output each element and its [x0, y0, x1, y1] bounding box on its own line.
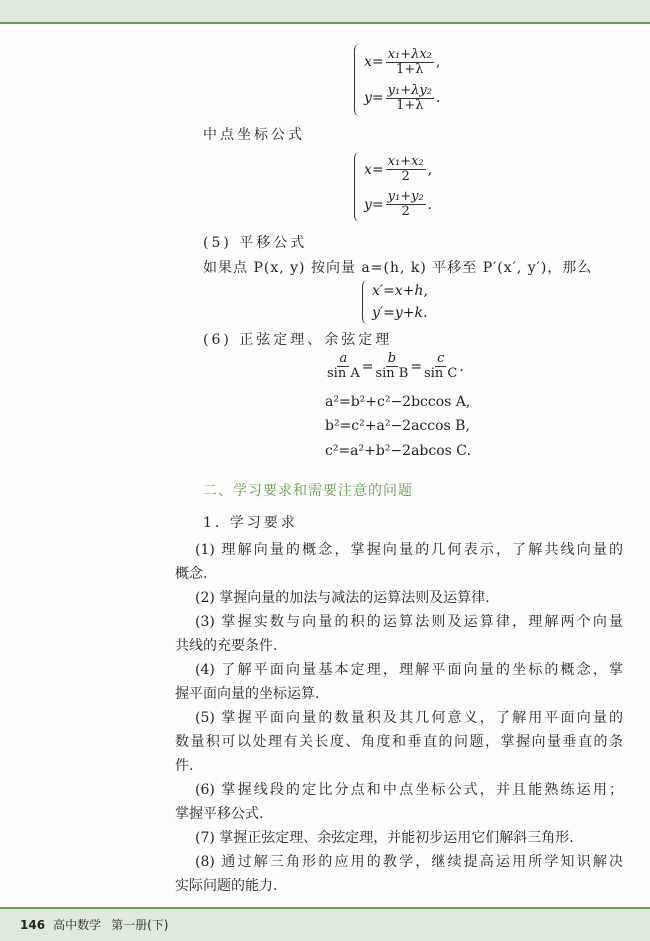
- translation-label: (5) 平移公式: [203, 235, 308, 251]
- volume: 第一册(下): [111, 918, 169, 932]
- law-label: (6) 正弦定理、余弦定理: [203, 332, 393, 348]
- punct: .: [435, 90, 441, 106]
- cosine-law-c: c²=a²+b²−2abcos C.: [325, 443, 471, 459]
- denominator: sin C: [424, 366, 458, 381]
- brace: [354, 44, 361, 116]
- punct: ,: [427, 161, 433, 178]
- subheading: 1. 学习要求: [203, 515, 298, 531]
- page-number: 146: [20, 918, 46, 932]
- brace: [362, 280, 369, 324]
- denominator: 2: [401, 204, 410, 219]
- brace: [354, 152, 361, 222]
- book-title: 高中数学: [53, 918, 102, 932]
- numerator: b: [387, 351, 397, 366]
- top-band: [0, 0, 650, 24]
- paragraph-line: 概念.: [175, 566, 208, 582]
- paragraph-line: 握平面向量的坐标运算.: [175, 686, 320, 702]
- translation-formula: [362, 280, 428, 324]
- trans-x: x′=x+h,: [372, 283, 428, 299]
- denominator: sin B: [375, 366, 409, 381]
- numerator: y₁+y₂: [387, 189, 424, 204]
- punct: .: [427, 196, 433, 213]
- cosine-law-a: a²=b²+c²−2bccos A,: [325, 394, 471, 410]
- numerator: a: [339, 351, 348, 366]
- numerator: x₁+λx₂: [387, 46, 432, 62]
- midpoint-formula: x = $\frac{\text{x₁+x₂}}{2}$ , y = $\frac{\text{y₁+y₂}}{2}$ .: [354, 152, 432, 222]
- paragraph-line: (5) 掌握平面向量的数量积及其几何意义，了解用平面向量的: [195, 710, 623, 726]
- midpoint-label: 中点坐标公式: [203, 127, 305, 143]
- paragraph-line: (8) 通过解三角形的应用的教学，继续提高运用所学知识解决: [195, 854, 623, 870]
- numerator: x₁+x₂: [387, 154, 424, 169]
- section-heading: 二、学习要求和需要注意的问题: [203, 483, 413, 499]
- formula-lhs: y: [364, 196, 372, 213]
- paragraph-line: (3) 掌握实数与向量的积的运算法则及运算律，理解两个向量: [195, 614, 623, 630]
- denominator: 1+λ: [396, 61, 424, 77]
- paragraph-line: 实际问题的能力.: [175, 878, 278, 894]
- paragraph-line: (1) 理解向量的概念，掌握向量的几何表示，了解共线向量的: [195, 542, 623, 558]
- paragraph-line: (4) 了解平面向量基本定理，理解平面向量的坐标的概念，掌: [195, 662, 623, 678]
- page-footer: [20, 916, 168, 933]
- cosine-law-b: b²=c²+a²−2accos B,: [325, 418, 470, 434]
- denominator: sin A: [327, 366, 360, 381]
- paragraph-line: 件.: [175, 758, 194, 774]
- paragraph-line: 掌握平移公式.: [175, 806, 264, 822]
- paragraph-line: 数量积可以处理有关长度、角度和垂直的问题，掌握向量垂直的条: [175, 734, 623, 750]
- numerator: c: [437, 351, 445, 366]
- formula-lhs: y: [364, 90, 372, 106]
- formula-lhs: x: [364, 54, 372, 70]
- paragraph-line: (2) 掌握向量的加法与减法的运算法则及运算律.: [195, 590, 490, 606]
- division-formula: x = $\frac{\text{x₁+λx₂}}{1+\lambda}$ , y = $\frac{\text{y₁+λy₂}}{1+\lambda}$ .: [354, 44, 440, 116]
- formula-lhs: x: [364, 161, 372, 178]
- paragraph-line: 共线的充要条件.: [175, 638, 278, 654]
- paragraph-line: (7) 掌握正弦定理、余弦定理，并能初步运用它们解斜三角形.: [195, 830, 574, 846]
- sine-law: $\frac{a}{\text{sin A}}$ = $\frac{b}{\text{sin B}}$ = $\frac{c}{\text{sin C}}$ .: [327, 351, 464, 381]
- paragraph-line: (6) 掌握线段的定比分点和中点坐标公式，并且能熟练运用；: [195, 782, 623, 798]
- punct: ,: [435, 54, 441, 70]
- translation-text: 如果点 P(x, y) 按向量 a=(h, k) 平移至 P′(x′, y′)，那么: [203, 260, 593, 276]
- punct: .: [459, 358, 464, 375]
- denominator: 1+λ: [396, 97, 424, 113]
- trans-y: y′=y+k.: [372, 305, 428, 321]
- numerator: y₁+λy₂: [387, 82, 432, 98]
- denominator: 2: [401, 169, 410, 184]
